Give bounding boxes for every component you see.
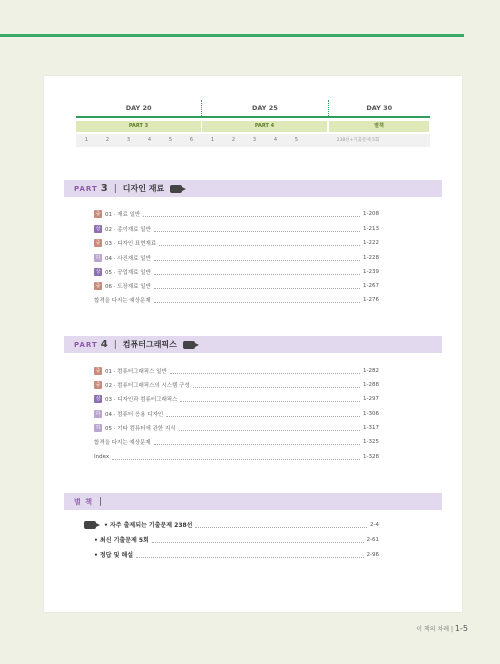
toc-entry[interactable] xyxy=(94,379,379,390)
schedule-part-4: PART 4 xyxy=(202,121,327,132)
difficulty-badge: 하 xyxy=(95,410,101,417)
toc-label: 02 · 종이재료 일반 xyxy=(105,226,151,233)
toc-label: • 자주 출제되는 기출문제 238선 xyxy=(104,522,193,529)
divider: | xyxy=(98,496,103,507)
toc-entry[interactable] xyxy=(94,280,379,291)
part3-header xyxy=(64,180,442,197)
divider: | xyxy=(113,183,117,194)
appendix-header xyxy=(64,493,442,510)
toc-label: 05 · 기타 컴퓨터에 관한 지식 xyxy=(105,425,176,432)
toc-entry[interactable] xyxy=(84,519,379,530)
schedule-number: 4 xyxy=(273,137,278,143)
schedule-parts xyxy=(76,121,430,132)
toc-page: 1-276 xyxy=(363,296,379,303)
difficulty-badge: 상 xyxy=(95,225,101,232)
difficulty-badge: 중 xyxy=(95,282,101,289)
toc-entry[interactable] xyxy=(94,365,379,376)
schedule-numbers xyxy=(76,134,430,147)
toc-page: 2-96 xyxy=(366,551,379,558)
toc-label: 04 · 사진재료 일반 xyxy=(105,255,151,262)
toc-label: 03 · 디자인과 컴퓨터그래픽스 xyxy=(105,396,178,403)
video-camera-icon xyxy=(84,521,96,529)
part3-number: 3 xyxy=(100,183,108,194)
dot-leader xyxy=(180,396,360,402)
difficulty-badge: 중 xyxy=(95,239,101,246)
footer-text: 이 책의 차례 xyxy=(416,626,450,633)
difficulty-badge: 중 xyxy=(95,367,101,374)
toc-page: 1-213 xyxy=(363,225,379,232)
toc-entry[interactable] xyxy=(94,393,379,404)
dot-leader xyxy=(152,537,364,543)
schedule-number: 1 xyxy=(210,137,215,143)
toc-label: • 최신 기출문제 5회 xyxy=(94,537,149,544)
page-number: 1-5 xyxy=(454,624,468,633)
schedule-appendix: 별책 xyxy=(329,121,429,132)
top-accent-bar xyxy=(0,34,464,37)
schedule-number: 6 xyxy=(189,137,194,143)
toc-page: 1-267 xyxy=(363,282,379,289)
toc-label: • 정답 및 해설 xyxy=(94,552,134,559)
toc-entry[interactable] xyxy=(94,534,379,545)
toc-page: 1-297 xyxy=(363,395,379,402)
dot-leader xyxy=(159,240,360,246)
part3-title: 디자인 재료 xyxy=(122,184,165,193)
page-footer: 이 책의 차례 | 1-5 xyxy=(416,624,468,633)
toc-label: 03 · 디자인 표현재료 xyxy=(105,240,157,247)
toc-page: 1-328 xyxy=(363,453,379,460)
schedule-number: 2 xyxy=(231,137,236,143)
day-30: DAY 30 xyxy=(366,104,393,112)
toc-entry[interactable] xyxy=(94,408,379,419)
dot-leader xyxy=(136,552,363,558)
toc-entry[interactable] xyxy=(94,208,379,219)
schedule-part-3: PART 3 xyxy=(76,121,201,132)
toc-page: 1-228 xyxy=(363,254,379,261)
dot-leader xyxy=(166,411,360,417)
dot-leader xyxy=(154,269,360,275)
difficulty-badge: 하 xyxy=(95,424,101,431)
toc-entry[interactable] xyxy=(94,436,379,447)
toc-page: 2-4 xyxy=(370,521,379,528)
toc-page: 2-61 xyxy=(366,536,379,543)
toc-label: 04 · 컴퓨터 응용 디자인 xyxy=(105,411,164,418)
study-schedule xyxy=(76,100,430,147)
toc-page: 1-239 xyxy=(363,268,379,275)
dot-leader xyxy=(154,283,360,289)
toc-page: 1-208 xyxy=(363,210,379,217)
part4-label: PART 4 xyxy=(74,339,108,350)
schedule-number: 3 xyxy=(126,137,131,143)
toc-label: 06 · 도장재료 일반 xyxy=(105,283,151,290)
schedule-number: 5 xyxy=(294,137,299,143)
dot-leader xyxy=(179,425,360,431)
toc-entry[interactable] xyxy=(94,294,379,305)
dot-leader xyxy=(112,454,360,460)
part4-header xyxy=(64,336,442,353)
video-camera-icon xyxy=(170,185,182,193)
toc-entry[interactable] xyxy=(94,451,379,462)
toc-entry[interactable] xyxy=(94,422,379,433)
schedule-number: 4 xyxy=(147,137,152,143)
schedule-days xyxy=(76,100,430,118)
contents-card xyxy=(44,76,462,612)
toc-entry[interactable] xyxy=(94,549,379,560)
video-camera-icon xyxy=(183,341,195,349)
toc-label: Index xyxy=(94,453,110,460)
schedule-appendix-note: 238선+기출문제 5회 xyxy=(336,138,380,143)
difficulty-badge: 상 xyxy=(95,268,101,275)
schedule-number: 2 xyxy=(105,137,110,143)
toc-page: 1-325 xyxy=(363,438,379,445)
part3-label: PART 3 xyxy=(74,183,108,194)
toc-page: 1-222 xyxy=(363,239,379,246)
toc-page: 1-282 xyxy=(363,367,379,374)
toc-page: 1-317 xyxy=(363,424,379,431)
difficulty-badge: 중 xyxy=(95,381,101,388)
toc-entry[interactable] xyxy=(94,223,379,234)
appendix-title: 별 책 xyxy=(74,497,93,506)
part4-number: 4 xyxy=(100,339,108,350)
toc-label: 05 · 공업재료 일반 xyxy=(105,269,151,276)
schedule-number: 5 xyxy=(168,137,173,143)
day-25: DAY 25 xyxy=(202,100,328,116)
day-20: DAY 20 xyxy=(76,100,202,116)
dot-leader xyxy=(154,439,360,445)
difficulty-badge: 중 xyxy=(95,210,101,217)
toc-label: 01 · 재료 일반 xyxy=(105,211,141,218)
dot-leader xyxy=(143,211,360,217)
divider: | xyxy=(113,339,117,350)
schedule-number: 3 xyxy=(252,137,257,143)
dot-leader xyxy=(170,368,360,374)
difficulty-badge: 상 xyxy=(95,395,101,402)
toc-label: 합격을 다지는 예상문제 xyxy=(94,297,151,304)
dot-leader xyxy=(195,522,367,528)
dot-leader xyxy=(193,382,360,388)
toc-label: 02 · 컴퓨터그래픽스의 시스템 구성 xyxy=(105,382,190,389)
toc-entry[interactable] xyxy=(94,266,379,277)
dot-leader xyxy=(154,226,360,232)
toc-page: 1-306 xyxy=(363,410,379,417)
dot-leader xyxy=(154,255,360,261)
schedule-number: 1 xyxy=(84,137,89,143)
toc-entry[interactable] xyxy=(94,237,379,248)
part4-title: 컴퓨터그래픽스 xyxy=(122,340,177,349)
toc-label: 합격을 다지는 예상문제 xyxy=(94,439,151,446)
difficulty-badge: 하 xyxy=(95,254,101,261)
toc-label: 01 · 컴퓨터그래픽스 일반 xyxy=(105,368,167,375)
toc-entry[interactable] xyxy=(94,252,379,263)
dot-leader xyxy=(154,297,360,303)
toc-page: 1-288 xyxy=(363,381,379,388)
